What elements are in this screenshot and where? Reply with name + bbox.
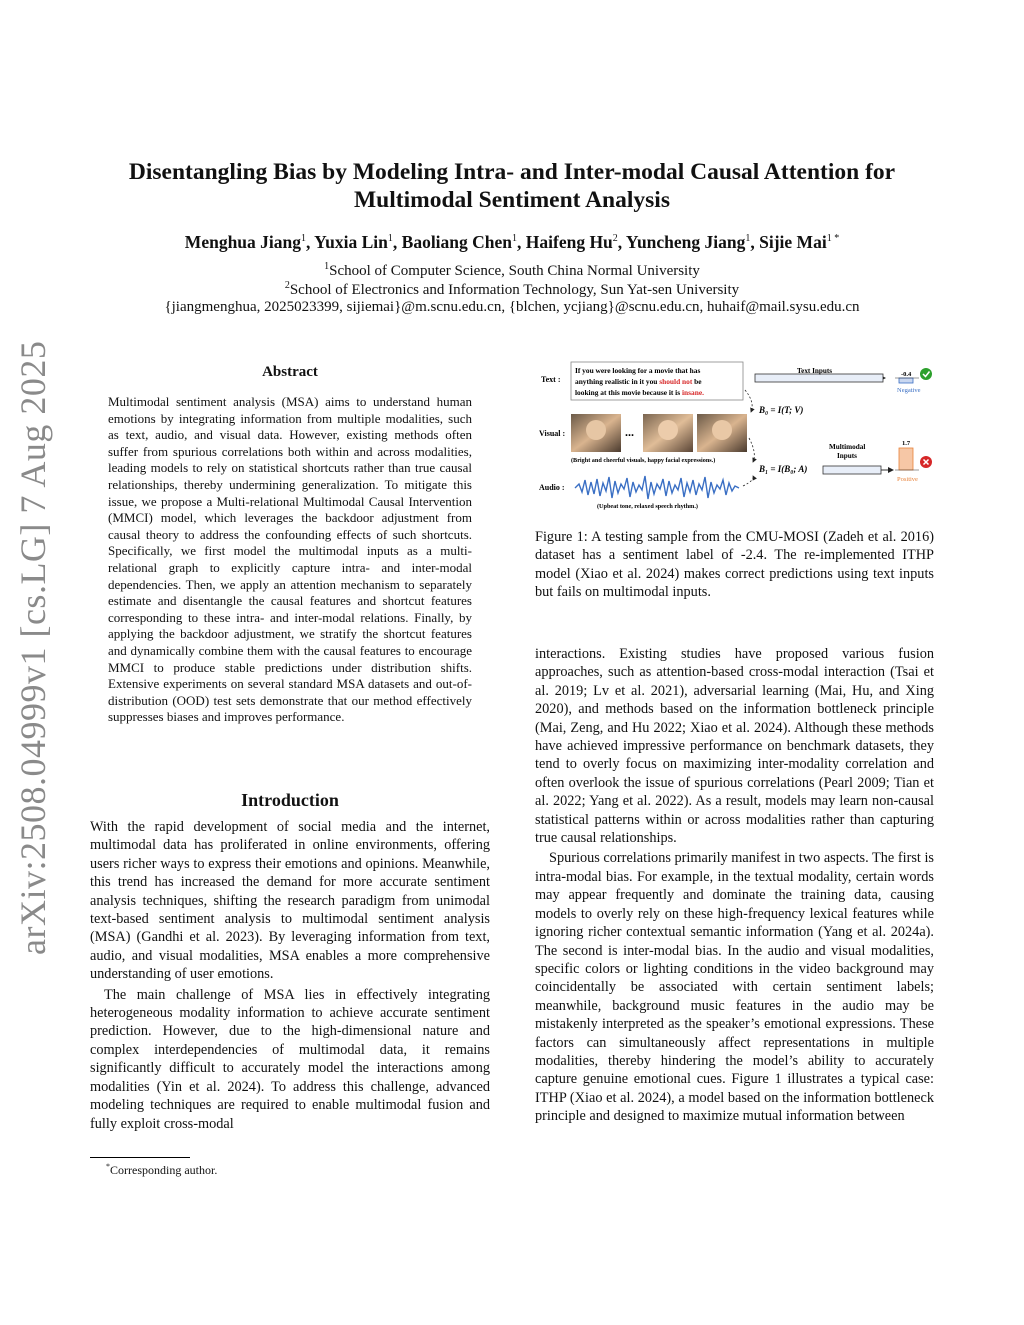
arxiv-identifier: arXiv:2508.04999v1 [cs.LG] 7 Aug 2025 [13, 340, 53, 955]
check-icon [920, 368, 932, 380]
negative-value: -0.4 [901, 371, 912, 378]
affiliation-1 [100, 261, 924, 280]
author-affil-mark: 1 [512, 233, 518, 245]
author-name: Yuxia Lin [314, 232, 388, 252]
paragraph: The main challenge of MSA lies in effectively integrating heterogeneous modality information to achieve accurate sentiment prediction. However, due to the high-dimensional nature and complex interdependencies of multimodal data, it remains significantly difficult to accurately model the interactions among modalities (Yin et al. 2024). To address this challenge, advanced modeling techniques are required to enable multimodal fusion and fully exploit cross-modal [90, 986, 490, 1132]
affiliation-mark: 1 [324, 261, 330, 272]
multimodal-label-1: Multimodal [829, 443, 866, 451]
quote-highlight-should-not: should not [659, 377, 693, 386]
dashed-connector [749, 438, 754, 462]
quote-highlight-insane: insane. [681, 388, 704, 397]
author-list: Menghua Jiang$^1$, Yuxia Lin$^1$, Baoliang Chen$^1$, Haifeng Hu$^2$, Yuncheng Jiang$^1$, Sijie Mai$^{1 *}$ [184, 232, 840, 252]
paragraph: Spurious correlations primarily manifest in two aspects. The first is intra-modal bias. For example, in the textual modality, certain words may appear frequently and dominate the training data, causing models to overly rely on these high-frequency lexical features while ignoring richer contextual semantic information (Yang et al. 2024a). The second is inter-modal bias. In the audio and visual modalities, specific colors or lighting conditions in the video background may coincidentally be associated with certain sentiment labels; meanwhile, background music features in the audio may be mistakenly interpreted as the speaker’s emotional expressions. These factors can simultaneously affect representations in multiple modalities, thereby hindering the model’s ability to accurately capture genuine emotional cues. Figure 1 illustrates a typical case: ITHP (Xiao et al. 2024), a model based on the information bottleneck principle and designed to maximize mutual information between [535, 850, 934, 1125]
left-column-body [90, 818, 490, 1133]
author-name: Yuncheng Jiang [625, 232, 746, 252]
abstract-heading: Abstract [262, 364, 318, 380]
abstract-body: Multimodal sentiment analysis (MSA) aims to understand human emotions by integrating information from multiple modalities, such as text, audio, and visual data. However, existing methods often suffer from spurious correlations both within and across modalities, leading models to rely on statistical shortcuts rather than true causal relationships, thereby undermining generalization. To mitigate this issue, we propose a Multi-relational Multimodal Causal Intervention (MMCI) model, which leverages the backdoor adjustment from causal theory to address the confounding effects of such shortcuts. Specifically, we first model the multimodal inputs as a multi-relational graph to explicitly capture intra- and inter-modal dependencies. Then, we apply an attention mechanism to separately estimate and disentangle the causal features and shortcut features corresponding to these intra- and inter-modal relations. Finally, by applying the backdoor adjustment, we stratify the shortcut features and dynamically combine them with the causal features to encourage MMCI to produce stable predictions under distribution shifts. Extensive experiments on several standard MSA datasets and out-of-distribution (OOD) test sets demonstrate that our method effectively suppresses biases and improves performance. [108, 394, 472, 725]
author-affil-mark: 1 [745, 233, 751, 245]
author-affil-mark: 1 [301, 233, 306, 245]
face-image [712, 420, 732, 440]
affiliation-mark: 2 [284, 280, 290, 291]
author-name: Haifeng Hu [525, 232, 613, 252]
title-line-2: Multimodal Sentiment Analysis [354, 187, 670, 213]
author-affil-mark: 1 [387, 233, 393, 245]
text-inputs-arrow-body [755, 374, 883, 382]
author-name: Sijie Mai [759, 232, 827, 252]
quote-line-2: anything realistic in it you should not be [575, 377, 702, 386]
b0-formula: B₀ = I(T; V) [759, 405, 804, 415]
footnote-divider [90, 1157, 190, 1158]
quote-line-3: looking at this movie because it is insane. [575, 388, 704, 397]
quote-line-1: If you were looking for a movie that has [575, 366, 701, 375]
positive-label: Positive [897, 476, 918, 483]
footnote [106, 1162, 217, 1178]
negative-label: Negative [897, 387, 921, 394]
author-name: Baoliang Chen [401, 232, 513, 252]
figure-1-caption: Figure 1: A testing sample from the CMU-MOSI (Zadeh et al. 2016) dataset has a sentiment label of -2.4. The re-implemented ITHP model (Xiao et al. 2024) makes correct predictions using text inputs but fails on multimodal inputs. [535, 529, 934, 601]
dashed-connector [745, 390, 752, 412]
author-name: Menghua Jiang [184, 232, 301, 252]
face-image [586, 420, 606, 440]
frames-ellipsis: ... [625, 425, 634, 439]
text-modality-label: Text : [541, 375, 561, 384]
negative-bar [899, 378, 913, 383]
author-affil-mark: 1 * [826, 233, 840, 245]
face-image [658, 420, 678, 440]
author-emails: {jiangmenghua, 2025023399, sijiemai}@m.scnu.edu.cn, {blchen, ycjiang}@scnu.edu.cn, huhaif@mail.sysu.edu.cn [164, 299, 860, 315]
b1-formula: B₁ = I(B₀; A) [759, 464, 808, 474]
paragraph: With the rapid development of social media and the internet, multimodal data has proliferated in online environments, offering users richer ways to express their emotions and opinions. Meanwhile, this trend has increased the demand for more accurate sentiment analysis techniques, shifting the research paradigm from unimodal text-based sentiment analysis to multimodal sentiment analysis (MSA) (Gandhi et al. 2023). By leveraging information from text, audio, and visual modalities, MSA enables a more comprehensive understanding of user emotions. [90, 819, 490, 983]
author-affil-mark: 2 [612, 233, 618, 245]
figure-1 [535, 358, 934, 518]
footnote-mark: * [106, 1162, 110, 1171]
right-column-body [535, 645, 934, 1126]
audio-description: (Upbeat tone, relaxed speech rhythm.) [597, 503, 698, 510]
paper-title [100, 158, 924, 214]
positive-bar [899, 448, 913, 470]
title-line-1: Disentangling Bias by Modeling Intra- and Inter-modal Causal Attention for [128, 159, 896, 185]
footnote-text: Corresponding author. [110, 1163, 218, 1177]
multimodal-label-2: Inputs [837, 452, 857, 460]
multimodal-arrow-body [823, 466, 881, 474]
affiliation-text: School of Computer Science, South China Normal University [329, 263, 700, 279]
audio-waveform [575, 476, 739, 499]
paragraph: interactions. Existing studies have proposed various fusion approaches, such as attention-based cross-modal interaction (Tsai et al. 2019; Lv et al. 2021), adversarial learning (Mai, Hu, and Xing 2020), and methods based on the information bottleneck principle (Mai, Zeng, and Hu 2022; Xiao et al. 2024). Although these methods have achieved impressive performance on benchmark datasets, they tend to overly focus on maximizing inter-modality correlation and often overlook the issue of spurious correlations (Pearl 2009; Tian et al. 2022; Yang et al. 2022). As a result, models may learn non-causal statistical patterns within or across modalities rather than capturing true causal relationships. [535, 646, 934, 847]
audio-modality-label: Audio : [539, 483, 565, 492]
introduction-heading: Introduction [241, 790, 339, 810]
dashed-connector [743, 476, 753, 486]
text-inputs-label: Text Inputs [797, 367, 833, 375]
visual-description: (Bright and cheerful visuals, happy facial expressions.) [571, 457, 716, 464]
positive-value: 1.7 [902, 440, 911, 447]
visual-modality-label: Visual : [539, 429, 566, 438]
affiliation-2 [100, 280, 924, 299]
affiliation-text: School of Electronics and Information Technology, Sun Yat-sen University [289, 282, 740, 298]
